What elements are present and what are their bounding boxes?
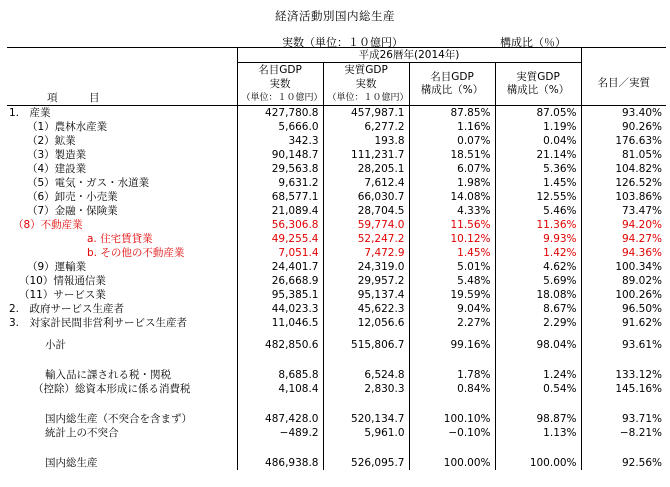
unit-real-label: 実数（単位：１０億円）	[282, 36, 403, 49]
table-row	[7, 316, 666, 330]
table-row	[7, 260, 666, 274]
row-label: 国内総生産（不突合を含まず）	[45, 412, 192, 425]
row-label: （11）サービス業	[19, 288, 106, 301]
deflator-value: 176.63%	[581, 134, 666, 148]
table-row	[7, 162, 666, 176]
table-row	[7, 338, 666, 352]
deflator-value: −8.21%	[581, 426, 666, 440]
real-value: 2,830.3	[323, 382, 409, 396]
nominal-value: 427,780.8	[237, 106, 323, 121]
nominal-value: −489.2	[237, 426, 323, 440]
real-value: 52,247.2	[323, 232, 409, 246]
nominal-value: 21,089.4	[237, 204, 323, 218]
real-header-line2: 実数	[323, 77, 409, 91]
real-value: 28,205.1	[323, 162, 409, 176]
deflator-value: 133.12%	[581, 368, 666, 382]
real-value: 193.8	[323, 134, 409, 148]
nominal-ratio: 6.07%	[409, 162, 495, 176]
real-value: 66,030.7	[323, 190, 409, 204]
deflator-value: 94.20%	[581, 218, 666, 232]
nominal-ratio: 2.27%	[409, 316, 495, 330]
deflator-value: 94.36%	[581, 246, 666, 260]
nominal-value: 9,631.2	[237, 176, 323, 190]
nominal-unit-header: （単位：１０億円）	[237, 91, 323, 106]
nominal-value: 486,938.8	[237, 456, 323, 470]
row-label: （3）製造業	[27, 148, 87, 161]
nominal-value: 49,255.4	[237, 232, 323, 246]
row-label: （7）金融・保険業	[27, 204, 118, 217]
deflator-header: 名目／実質	[581, 63, 666, 106]
nominal-value: 342.3	[237, 134, 323, 148]
deflator-value: 104.82%	[581, 162, 666, 176]
row-label: a. 住宅賃貸業	[87, 232, 153, 245]
row-label: （控除）総資本形成に係る消費税	[33, 382, 191, 395]
row-label: 国内総生産	[45, 456, 98, 469]
table-row	[7, 120, 666, 134]
nominal-value: 26,668.9	[237, 274, 323, 288]
real-header-line1: 実質GDP	[323, 63, 409, 78]
nominal-ratio: 87.85%	[409, 106, 495, 121]
table-row	[7, 368, 666, 382]
row-label: b. その他の不動産業	[87, 246, 185, 259]
real-ratio-header-line1: 実質GDP	[516, 71, 560, 83]
deflator-value: 90.26%	[581, 120, 666, 134]
real-value: 7,472.9	[323, 246, 409, 260]
real-value: 29,957.2	[323, 274, 409, 288]
row-label: 3. 対家計民間非営利サービス生産者	[9, 316, 188, 329]
nominal-ratio: 1.78%	[409, 368, 495, 382]
table-row	[7, 218, 666, 232]
real-value: 24,319.0	[323, 260, 409, 274]
deflator-value: 93.71%	[581, 412, 666, 426]
nominal-ratio: −0.10%	[409, 426, 495, 440]
row-label: （5）電気・ガス・水道業	[27, 176, 150, 189]
nominal-ratio: 5.01%	[409, 260, 495, 274]
nominal-value: 44,023.3	[237, 302, 323, 316]
real-value: 59,774.0	[323, 218, 409, 232]
deflator-value: 92.56%	[581, 456, 666, 470]
row-label: 統計上の不突合	[45, 426, 119, 439]
row-label: （4）建設業	[27, 162, 87, 175]
nominal-ratio: 99.16%	[409, 338, 495, 352]
table-row	[7, 274, 666, 288]
real-value: 526,095.7	[323, 456, 409, 470]
row-label: （8）不動産業	[13, 218, 83, 231]
real-ratio: 98.04%	[495, 338, 581, 352]
real-value: 7,612.4	[323, 176, 409, 190]
table-row	[7, 456, 666, 470]
real-ratio: 4.62%	[495, 260, 581, 274]
nominal-header-line1: 名目GDP	[237, 63, 323, 78]
nominal-ratio: 4.33%	[409, 204, 495, 218]
table-row	[7, 134, 666, 148]
table-row	[7, 232, 666, 246]
real-value: 515,806.7	[323, 338, 409, 352]
real-value: 12,056.6	[323, 316, 409, 330]
year-header: 平成26暦年(2014年)	[237, 48, 581, 63]
deflator-value: 94.27%	[581, 232, 666, 246]
nominal-ratio: 0.07%	[409, 134, 495, 148]
real-ratio: 1.24%	[495, 368, 581, 382]
real-ratio: 1.13%	[495, 426, 581, 440]
row-label: 輸入品に課される税・関税	[45, 368, 171, 381]
deflator-value: 96.50%	[581, 302, 666, 316]
deflator-value: 145.16%	[581, 382, 666, 396]
real-ratio: 1.42%	[495, 246, 581, 260]
nominal-value: 29,563.8	[237, 162, 323, 176]
table-row	[7, 176, 666, 190]
nominal-value: 5,666.0	[237, 120, 323, 134]
nominal-ratio: 19.59%	[409, 288, 495, 302]
nominal-ratio-header-line1: 名目GDP	[430, 71, 474, 83]
nominal-ratio: 18.51%	[409, 148, 495, 162]
nominal-value: 4,108.4	[237, 382, 323, 396]
real-ratio-header	[495, 63, 581, 106]
item-header: 項 目	[47, 91, 100, 104]
nominal-ratio: 1.98%	[409, 176, 495, 190]
nominal-ratio-header-line2: 構成比（%）	[420, 84, 484, 96]
nominal-ratio: 10.12%	[409, 232, 495, 246]
page-title: 経済活動別国内総生産	[275, 9, 395, 23]
row-label: 2. 政府サービス生産者	[9, 302, 125, 315]
table-row	[7, 288, 666, 302]
deflator-value: 100.26%	[581, 288, 666, 302]
real-value: 457,987.1	[323, 106, 409, 121]
real-value: 28,704.5	[323, 204, 409, 218]
real-ratio: 2.29%	[495, 316, 581, 330]
real-ratio: 1.45%	[495, 176, 581, 190]
table-row	[7, 246, 666, 260]
real-ratio: 0.54%	[495, 382, 581, 396]
real-ratio: 98.87%	[495, 412, 581, 426]
nominal-value: 24,401.7	[237, 260, 323, 274]
nominal-value: 487,428.0	[237, 412, 323, 426]
table-row	[7, 426, 666, 440]
gdp-table	[7, 47, 666, 470]
real-ratio: 100.00%	[495, 456, 581, 470]
nominal-ratio: 9.04%	[409, 302, 495, 316]
row-label: 小計	[45, 338, 66, 351]
nominal-value: 8,685.8	[237, 368, 323, 382]
real-ratio: 87.05%	[495, 106, 581, 121]
real-value: 45,622.3	[323, 302, 409, 316]
nominal-ratio-header	[409, 63, 495, 106]
row-label: （2）鉱業	[27, 134, 76, 147]
table-row	[7, 204, 666, 218]
real-ratio: 5.36%	[495, 162, 581, 176]
row-label: （10）情報通信業	[19, 274, 106, 287]
nominal-ratio: 1.45%	[409, 246, 495, 260]
nominal-value: 7,051.4	[237, 246, 323, 260]
nominal-value: 68,577.1	[237, 190, 323, 204]
deflator-value: 89.02%	[581, 274, 666, 288]
nominal-ratio: 100.00%	[409, 456, 495, 470]
deflator-value: 91.62%	[581, 316, 666, 330]
nominal-value: 56,306.8	[237, 218, 323, 232]
table-row	[7, 382, 666, 396]
real-ratio: 9.93%	[495, 232, 581, 246]
nominal-value: 482,850.6	[237, 338, 323, 352]
nominal-ratio: 0.84%	[409, 382, 495, 396]
table-row	[7, 190, 666, 204]
deflator-value: 93.61%	[581, 338, 666, 352]
real-value: 520,134.7	[323, 412, 409, 426]
real-ratio: 21.14%	[495, 148, 581, 162]
real-value: 111,231.7	[323, 148, 409, 162]
nominal-ratio: 11.56%	[409, 218, 495, 232]
real-ratio: 5.69%	[495, 274, 581, 288]
unit-ratio-label: 構成比（％）	[500, 36, 566, 49]
nominal-ratio: 5.48%	[409, 274, 495, 288]
real-ratio: 0.04%	[495, 134, 581, 148]
row-label: （9）運輸業	[27, 260, 87, 273]
real-ratio: 5.46%	[495, 204, 581, 218]
row-label: （1）農林水産業	[27, 120, 108, 133]
deflator-value: 126.52%	[581, 176, 666, 190]
nominal-ratio: 100.10%	[409, 412, 495, 426]
nominal-value: 95,385.1	[237, 288, 323, 302]
nominal-value: 11,046.5	[237, 316, 323, 330]
nominal-ratio: 1.16%	[409, 120, 495, 134]
table-row	[7, 148, 666, 162]
real-ratio: 11.36%	[495, 218, 581, 232]
table-row	[7, 106, 666, 121]
table-row	[7, 412, 666, 426]
nominal-header-line2: 実数	[237, 77, 323, 91]
real-value: 5,961.0	[323, 426, 409, 440]
table-row	[7, 302, 666, 316]
nominal-ratio: 14.08%	[409, 190, 495, 204]
deflator-value: 100.34%	[581, 260, 666, 274]
real-value: 6,524.8	[323, 368, 409, 382]
nominal-value: 90,148.7	[237, 148, 323, 162]
deflator-value: 81.05%	[581, 148, 666, 162]
real-ratio: 8.67%	[495, 302, 581, 316]
real-unit-header: （単位：１０億円）	[323, 91, 409, 106]
deflator-value: 103.86%	[581, 190, 666, 204]
deflator-value: 93.40%	[581, 106, 666, 121]
row-label: 1. 産業	[9, 106, 51, 119]
real-value: 6,277.2	[323, 120, 409, 134]
row-label: （6）卸売・小売業	[27, 190, 118, 203]
real-ratio-header-line2: 構成比（%）	[506, 84, 570, 96]
deflator-value: 73.47%	[581, 204, 666, 218]
real-ratio: 1.19%	[495, 120, 581, 134]
real-ratio: 18.08%	[495, 288, 581, 302]
real-ratio: 12.55%	[495, 190, 581, 204]
real-value: 95,137.4	[323, 288, 409, 302]
